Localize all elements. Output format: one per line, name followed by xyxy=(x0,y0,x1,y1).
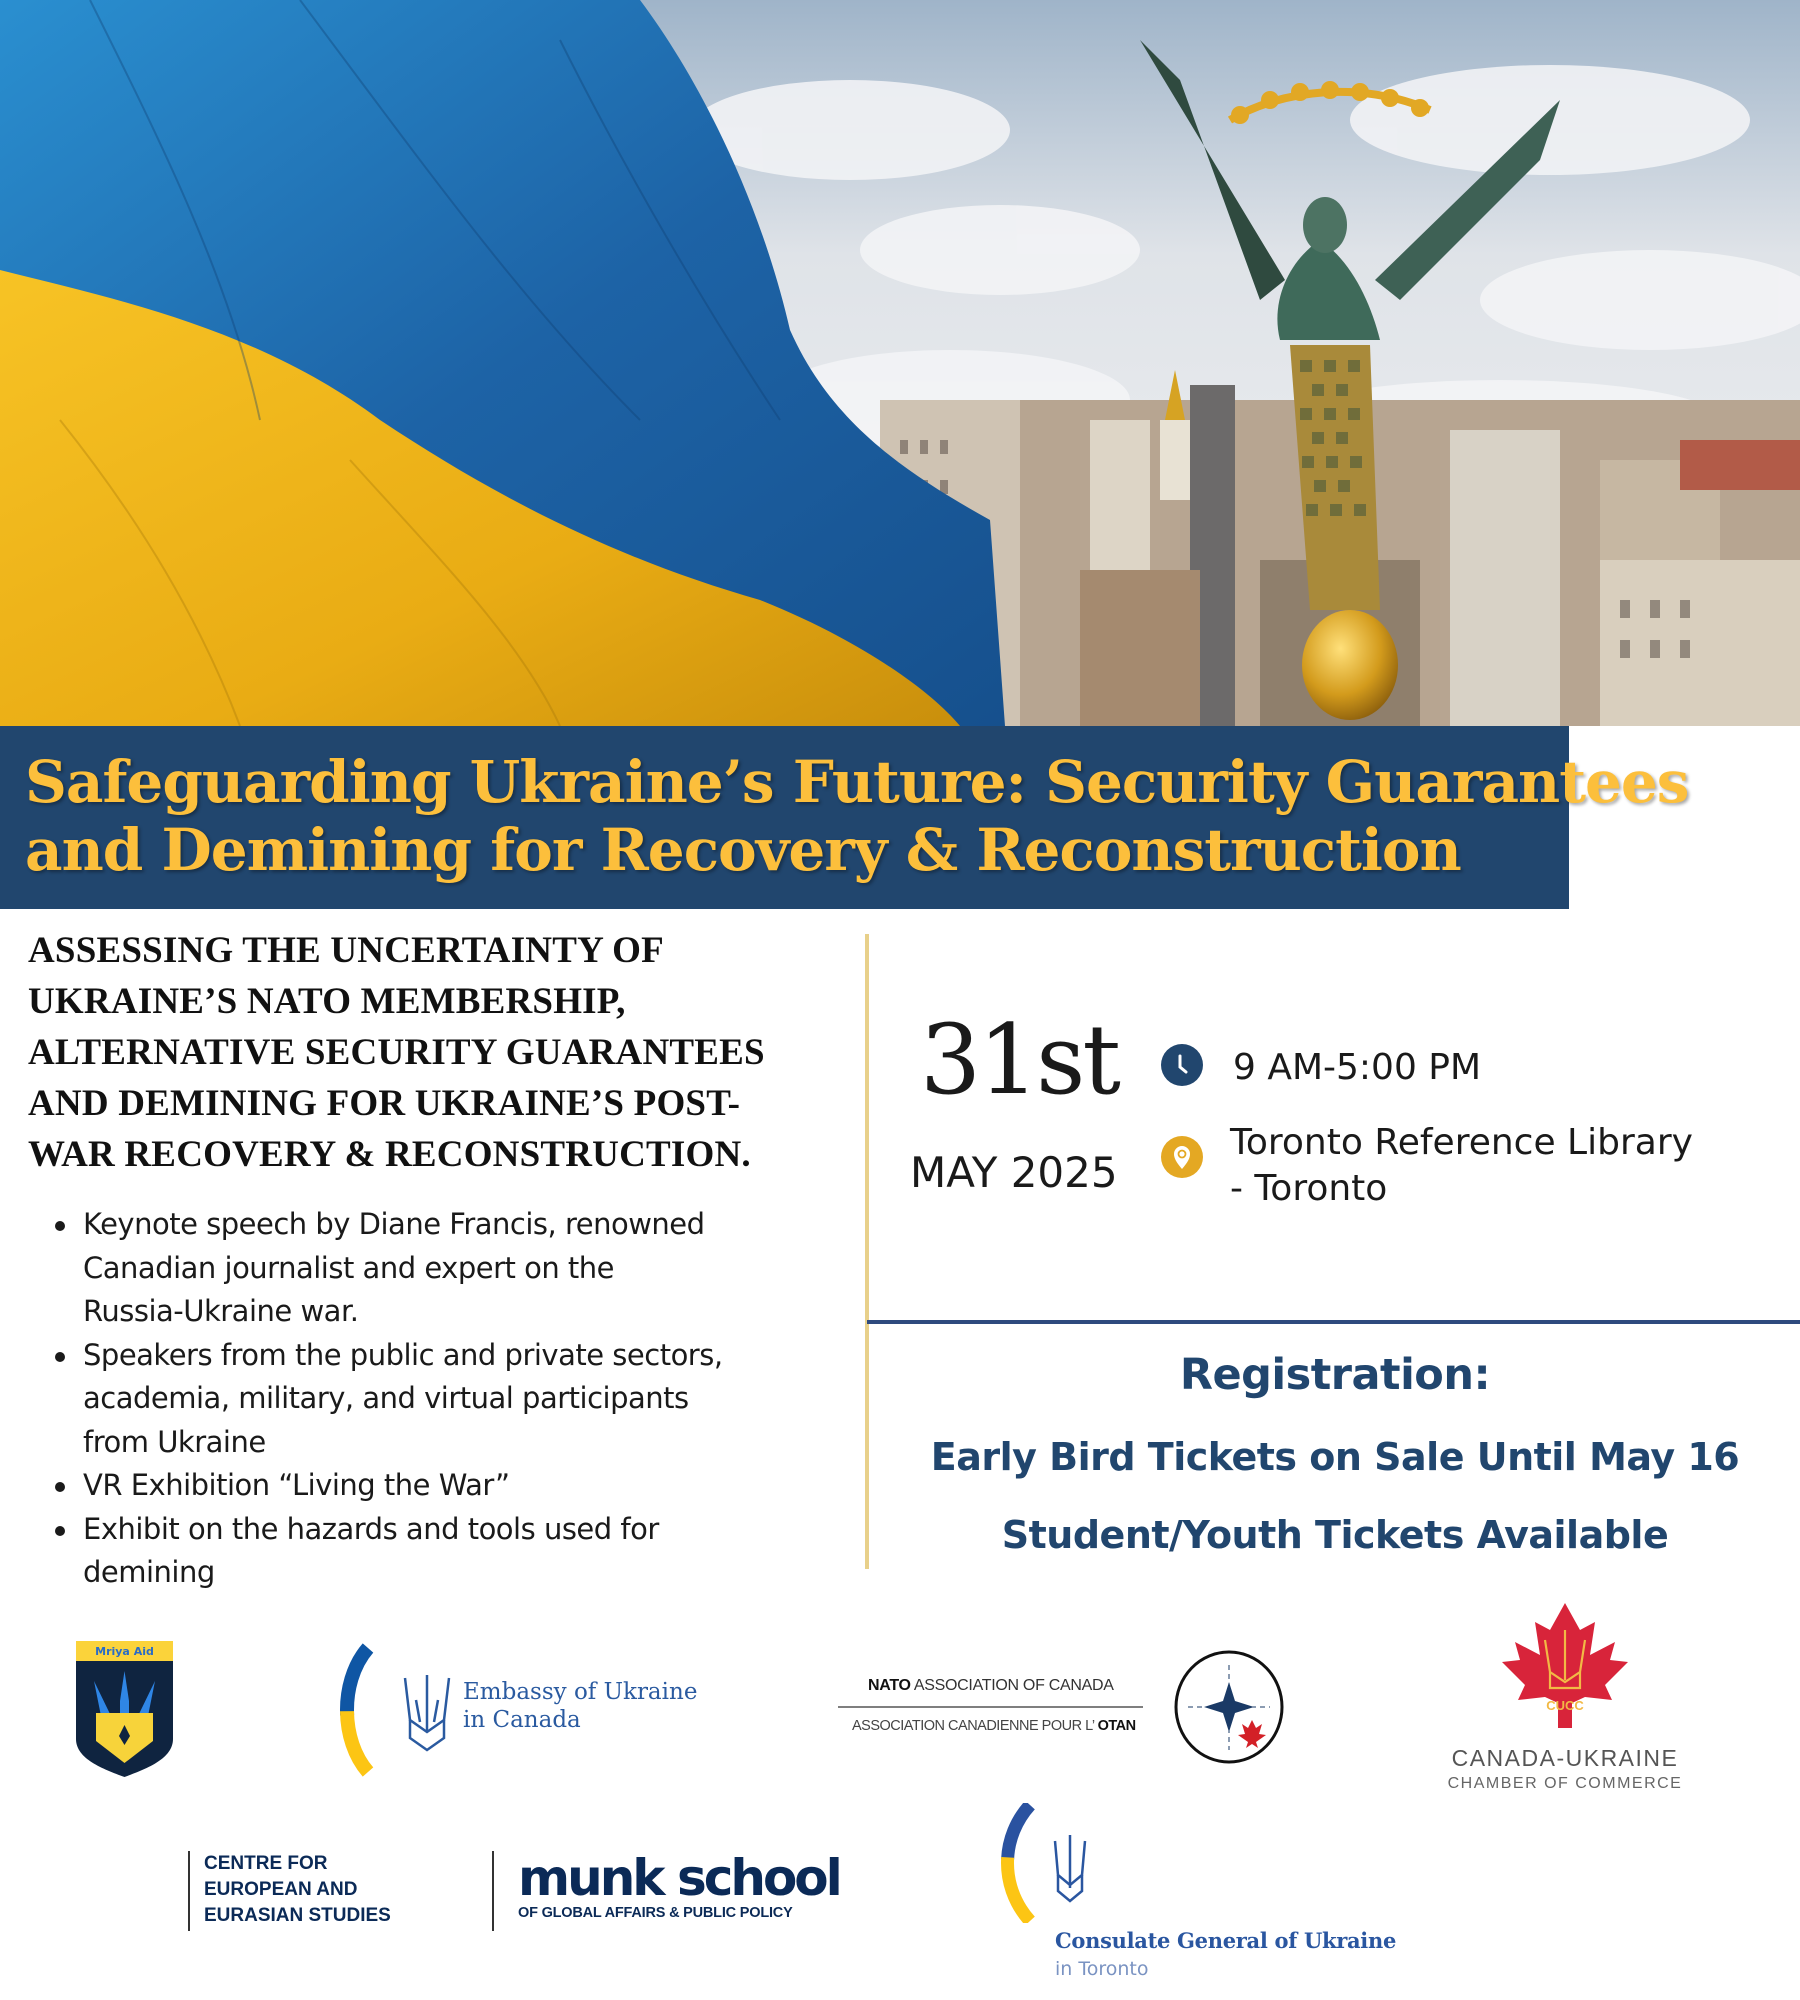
embassy-name xyxy=(463,1678,697,1734)
hero-image xyxy=(0,0,1800,726)
munk-school-logo xyxy=(492,1851,872,1931)
cucc-badge-text: CUCC xyxy=(1546,1698,1584,1713)
nato-bold: NATO xyxy=(868,1677,911,1694)
highlights-list xyxy=(52,1203,832,1595)
nato-compass-icon xyxy=(838,1650,1288,1770)
venue-city: - Toronto xyxy=(1230,1168,1388,1209)
nato-rest: ASSOCIATION CANADIENNE POUR L’ xyxy=(852,1718,1098,1734)
mriya-aid-logo xyxy=(76,1641,173,1777)
event-subtitle xyxy=(28,925,828,1180)
highlight-item-demining-exhibit xyxy=(52,1508,832,1595)
venue-name: Toronto Reference Library xyxy=(1230,1122,1693,1163)
munk-school-subtitle: OF GLOBAL AFFAIRS & PUBLIC POLICY xyxy=(518,1905,793,1921)
munk-school-name: munk school xyxy=(518,1849,840,1907)
highlight-item-keynote xyxy=(52,1203,832,1334)
nato-bold: OTAN xyxy=(1097,1718,1136,1734)
event-time: 9 AM-5:00 PM xyxy=(1233,1047,1482,1088)
registration-heading: Registration: xyxy=(1179,1350,1491,1400)
highlight-text: demining xyxy=(83,1555,215,1589)
cees-line: EUROPEAN AND xyxy=(204,1879,358,1900)
highlight-text: Speakers from the public and private sectors, xyxy=(83,1337,723,1372)
event-title-line-2: and Demining for Recovery & Reconstruction xyxy=(25,816,1461,884)
maple-leaf-trident-icon xyxy=(1400,1600,1730,1740)
subtitle-line: AND DEMINING FOR UKRAINE’S POST- xyxy=(28,1083,741,1124)
student-tickets-notice: Student/Youth Tickets Available xyxy=(1001,1513,1669,1557)
embassy-name-line-2: in Canada xyxy=(463,1707,581,1733)
highlight-item-vr-exhibition xyxy=(52,1464,832,1508)
highlight-text: VR Exhibition “Living the War” xyxy=(83,1468,510,1502)
subtitle-line: ALTERNATIVE SECURITY GUARANTEES xyxy=(28,1032,765,1073)
cees-line: CENTRE FOR xyxy=(204,1853,328,1874)
highlight-text: Canadian journalist and expert on the xyxy=(83,1250,615,1285)
early-bird-notice: Early Bird Tickets on Sale Until May 16 xyxy=(930,1435,1740,1479)
embassy-name-line-1: Embassy of Ukraine xyxy=(463,1679,698,1705)
highlight-text: Keynote speech by Diane Francis, renowned xyxy=(83,1207,705,1241)
highlight-text: academia, military, and virtual participants xyxy=(83,1381,689,1415)
event-month-year: MAY 2025 xyxy=(910,1148,1118,1197)
shield-icon xyxy=(76,1641,173,1777)
title-banner xyxy=(0,726,1689,909)
highlight-text: Russia-Ukraine war. xyxy=(83,1294,359,1328)
consulate-city: in Toronto xyxy=(1055,1958,1149,1980)
cucc-name: CANADA-UKRAINE xyxy=(1451,1745,1679,1771)
nato-french-name xyxy=(852,1718,1136,1734)
nato-association-logo xyxy=(838,1650,1288,1770)
canada-ukraine-chamber-logo xyxy=(1400,1600,1730,1800)
subtitle-line: UKRAINE’S NATO MEMBERSHIP, xyxy=(28,981,626,1022)
flag-and-monument-illustration xyxy=(0,0,1800,726)
subtitle-line: WAR RECOVERY & RECONSTRUCTION. xyxy=(28,1134,751,1175)
embassy-of-ukraine-logo xyxy=(330,1640,730,1780)
highlight-text: Exhibit on the hazards and tools used for xyxy=(83,1511,659,1546)
consulate-general-logo xyxy=(995,1803,1435,1993)
trident-icon xyxy=(995,1803,1115,1923)
event-day: 31st xyxy=(920,1004,1118,1116)
cucc-subtitle: CHAMBER OF COMMERCE xyxy=(1447,1775,1683,1792)
highlight-item-speakers xyxy=(52,1334,832,1465)
cees-logo xyxy=(188,1851,391,1931)
subtitle-line: ASSESSING THE UNCERTAINTY OF xyxy=(28,930,664,971)
clock-icon xyxy=(1161,1044,1203,1086)
event-title-line-1: Safeguarding Ukraine’s Future: Security Guarantees xyxy=(25,748,1689,816)
consulate-name: Consulate General of Ukraine xyxy=(1055,1928,1397,1953)
map-pin-icon xyxy=(1161,1136,1203,1178)
event-venue xyxy=(1230,1120,1693,1212)
nato-rest: ASSOCIATION OF CANADA xyxy=(910,1677,1114,1694)
mriya-aid-label: Mriya Aid xyxy=(95,1645,154,1658)
highlight-text: from Ukraine xyxy=(83,1424,266,1459)
cees-line: EURASIAN STUDIES xyxy=(204,1905,391,1926)
section-divider xyxy=(867,1320,1800,1324)
trident-icon xyxy=(330,1640,460,1780)
column-divider xyxy=(865,934,869,1569)
